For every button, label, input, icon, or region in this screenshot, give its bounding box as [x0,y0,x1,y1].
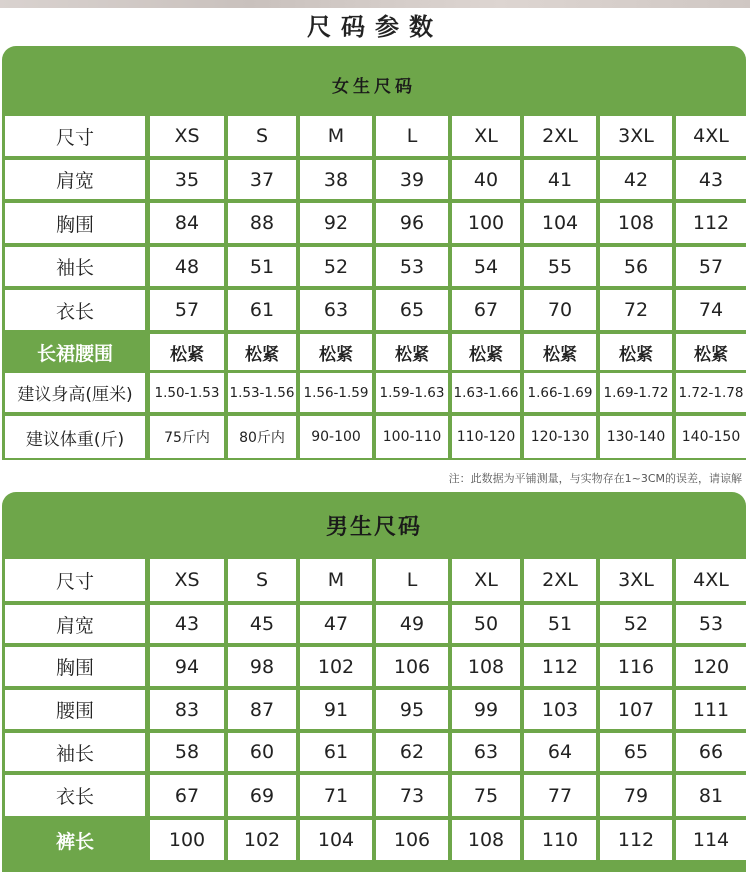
page-title: 尺码参数 [307,13,443,41]
women-cell: 74 [676,290,746,330]
women-cell: 92 [300,203,372,243]
women-cell: 松紧 [600,334,672,370]
men-size-title: 男生尺码 [325,515,422,540]
men-cell: 49 [376,605,448,643]
women-header-size: L [376,116,448,156]
women-cell: 松紧 [150,334,224,370]
men-cell: 120 [676,647,746,686]
men-cell: 64 [524,733,596,771]
women-header-size: 2XL [524,116,596,156]
men-cell: 116 [600,647,672,686]
women-cell: 108 [600,203,672,243]
men-row-label: 裤长 [5,820,145,860]
men-row-label: 肩宽 [5,605,145,643]
women-cell: 1.50-1.53 [150,373,224,412]
women-cell: 松紧 [524,334,596,370]
women-row-label: 建议体重(斤) [5,416,145,458]
women-cell: 松紧 [376,334,448,370]
women-cell: 51 [228,247,296,286]
women-cell: 61 [228,290,296,330]
women-cell: 130-140 [600,416,672,458]
women-cell: 39 [376,160,448,199]
men-cell: 50 [452,605,520,643]
women-cell: 57 [150,290,224,330]
women-cell: 70 [524,290,596,330]
women-cell: 54 [452,247,520,286]
women-cell: 110-120 [452,416,520,458]
women-cell: 80斤内 [228,416,296,458]
women-cell: 42 [600,160,672,199]
men-header-label: 尺寸 [5,559,145,601]
men-cell: 75 [452,775,520,816]
women-cell: 1.72-1.78 [676,373,746,412]
men-cell: 95 [376,690,448,729]
men-cell: 81 [676,775,746,816]
men-cell: 91 [300,690,372,729]
men-cell: 61 [300,733,372,771]
men-header-size: XS [150,559,224,601]
men-header-size: 4XL [676,559,746,601]
women-row-label: 建议身高(厘米) [5,373,145,412]
men-cell: 53 [676,605,746,643]
men-header-size: 3XL [600,559,672,601]
women-cell: 140-150 [676,416,746,458]
women-cell: 1.56-1.59 [300,373,372,412]
women-cell: 48 [150,247,224,286]
men-cell: 87 [228,690,296,729]
women-row-label: 袖长 [5,247,145,286]
women-cell: 1.63-1.66 [452,373,520,412]
women-cell: 1.53-1.56 [228,373,296,412]
women-cell: 88 [228,203,296,243]
men-cell: 98 [228,647,296,686]
men-cell: 65 [600,733,672,771]
women-cell: 90-100 [300,416,372,458]
women-header-label: 尺寸 [5,116,145,156]
men-cell: 77 [524,775,596,816]
men-cell: 73 [376,775,448,816]
top-wood-strip [0,0,750,8]
men-row-label: 腰围 [5,690,145,729]
men-cell: 43 [150,605,224,643]
women-cell: 43 [676,160,746,199]
men-cell: 47 [300,605,372,643]
women-cell: 40 [452,160,520,199]
women-header-size: 4XL [676,116,746,156]
women-cell: 35 [150,160,224,199]
women-header-size: S [228,116,296,156]
women-cell: 63 [300,290,372,330]
women-cell: 41 [524,160,596,199]
women-header-size: 3XL [600,116,672,156]
men-cell: 45 [228,605,296,643]
men-cell: 67 [150,775,224,816]
men-cell: 112 [600,820,672,860]
women-size-title: 女生尺码 [332,77,416,97]
women-cell: 104 [524,203,596,243]
men-cell: 100 [150,820,224,860]
men-cell: 60 [228,733,296,771]
men-header-size: L [376,559,448,601]
men-cell: 102 [228,820,296,860]
men-cell: 52 [600,605,672,643]
men-cell: 106 [376,820,448,860]
men-cell: 94 [150,647,224,686]
women-cell: 37 [228,160,296,199]
women-cell: 112 [676,203,746,243]
women-cell: 1.69-1.72 [600,373,672,412]
men-cell: 62 [376,733,448,771]
men-row-label: 袖长 [5,733,145,771]
women-cell: 67 [452,290,520,330]
women-cell: 松紧 [300,334,372,370]
women-header-size: M [300,116,372,156]
women-cell: 38 [300,160,372,199]
men-cell: 83 [150,690,224,729]
women-header-size: XL [452,116,520,156]
women-row-label: 胸围 [5,203,145,243]
women-cell: 75斤内 [150,416,224,458]
men-row-label: 胸围 [5,647,145,686]
men-cell: 106 [376,647,448,686]
women-cell: 65 [376,290,448,330]
men-cell: 112 [524,647,596,686]
men-cell: 104 [300,820,372,860]
men-header-size: 2XL [524,559,596,601]
men-cell: 66 [676,733,746,771]
men-cell: 63 [452,733,520,771]
men-header-size: M [300,559,372,601]
men-cell: 114 [676,820,746,860]
men-cell: 108 [452,820,520,860]
men-cell: 108 [452,647,520,686]
men-cell: 51 [524,605,596,643]
men-cell: 58 [150,733,224,771]
men-cell: 110 [524,820,596,860]
men-cell: 107 [600,690,672,729]
women-cell: 1.66-1.69 [524,373,596,412]
women-cell: 120-130 [524,416,596,458]
women-cell: 52 [300,247,372,286]
women-cell: 57 [676,247,746,286]
women-cell: 96 [376,203,448,243]
women-cell: 56 [600,247,672,286]
women-cell: 松紧 [452,334,520,370]
women-row-label: 肩宽 [5,160,145,199]
women-cell: 55 [524,247,596,286]
women-cell: 84 [150,203,224,243]
women-header-size: XS [150,116,224,156]
women-cell: 松紧 [228,334,296,370]
men-cell: 111 [676,690,746,729]
women-cell: 松紧 [676,334,746,370]
men-header-size: XL [452,559,520,601]
women-cell: 100 [452,203,520,243]
women-cell: 53 [376,247,448,286]
women-cell: 72 [600,290,672,330]
men-cell: 102 [300,647,372,686]
men-cell: 99 [452,690,520,729]
measurement-note: 注：此数据为平铺测量，与实物存在1~3CM的误差，请谅解 [448,472,742,485]
women-row-label: 长裙腰围 [5,334,145,370]
men-header-size: S [228,559,296,601]
women-row-label: 衣长 [5,290,145,330]
men-row-label: 衣长 [5,775,145,816]
men-cell: 79 [600,775,672,816]
men-cell: 69 [228,775,296,816]
men-cell: 103 [524,690,596,729]
women-cell: 100-110 [376,416,448,458]
women-cell: 1.59-1.63 [376,373,448,412]
men-cell: 71 [300,775,372,816]
